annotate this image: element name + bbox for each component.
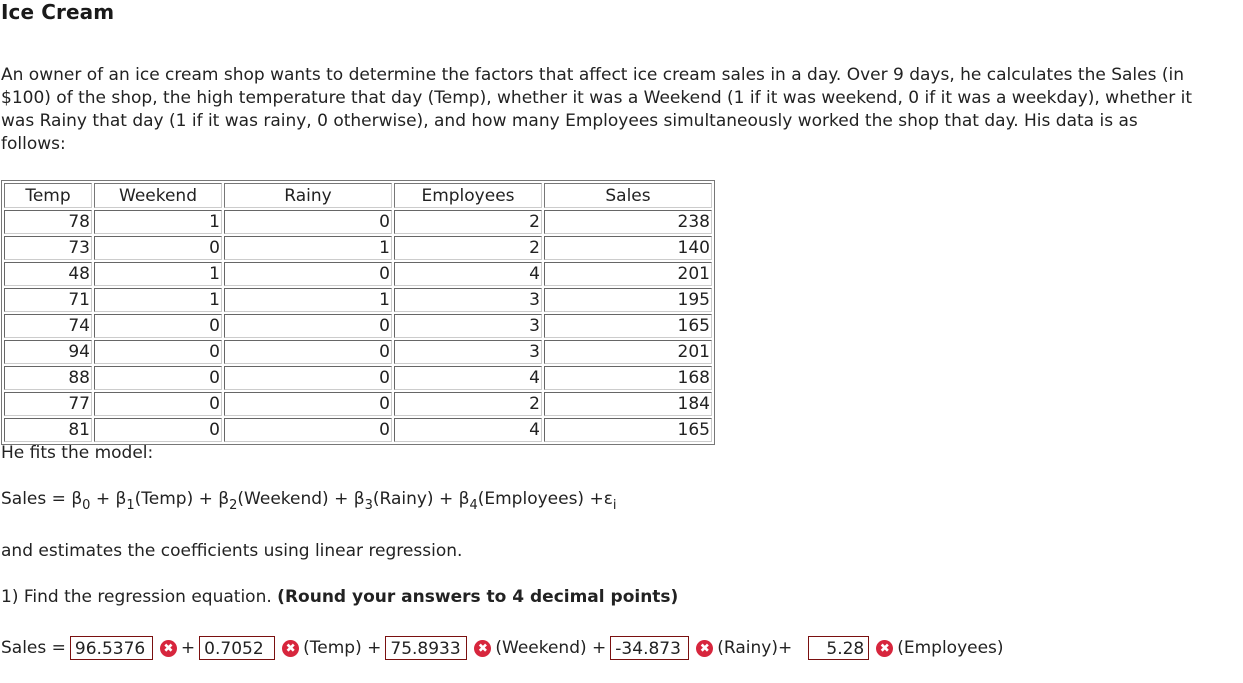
cell-temp: 71 bbox=[4, 288, 92, 312]
header-weekend: Weekend bbox=[94, 183, 222, 208]
cell-sales: 238 bbox=[544, 210, 712, 234]
model-formula: Sales = $\beta_0$ + $\beta_1(Temp)$ + $\beta_2(Weekend)$ + $\beta_3(Rainy)$ + $\beta_4(Employees) +\varepsilon_i$ bbox=[1, 489, 617, 513]
cell-employees: 4 bbox=[394, 366, 542, 390]
cell-weekend: 1 bbox=[94, 288, 222, 312]
incorrect-icon: ✖ bbox=[876, 640, 893, 657]
table-row bbox=[4, 392, 712, 416]
question-1: 1) Find the regression equation. (Round your answers to 4 decimal points) bbox=[1, 587, 679, 607]
cell-rainy: 0 bbox=[224, 392, 392, 416]
cell-employees: 2 bbox=[394, 392, 542, 416]
cell-weekend: 0 bbox=[94, 418, 222, 442]
cell-employees: 2 bbox=[394, 236, 542, 260]
rainy-coefficient-input[interactable]: -34.873 bbox=[610, 636, 689, 660]
table-row bbox=[4, 340, 712, 364]
cell-temp: 74 bbox=[4, 314, 92, 338]
table-row bbox=[4, 314, 712, 338]
cell-weekend: 0 bbox=[94, 314, 222, 338]
cell-sales: 184 bbox=[544, 392, 712, 416]
incorrect-icon: ✖ bbox=[474, 640, 491, 657]
cell-weekend: 1 bbox=[94, 262, 222, 286]
estimates-text: and estimates the coefficients using linear regression. bbox=[1, 541, 463, 561]
header-sales: Sales bbox=[544, 183, 712, 208]
temp-label: (Temp) + bbox=[303, 638, 382, 658]
cell-employees: 2 bbox=[394, 210, 542, 234]
page-title: Ice Cream bbox=[1, 0, 115, 24]
cell-sales: 165 bbox=[544, 314, 712, 338]
cell-employees: 3 bbox=[394, 340, 542, 364]
regression-equation-answer bbox=[1, 634, 1008, 662]
table-header-row bbox=[4, 183, 712, 208]
table-row bbox=[4, 418, 712, 442]
incorrect-icon: ✖ bbox=[696, 640, 713, 657]
header-employees: Employees bbox=[394, 183, 542, 208]
cell-weekend: 0 bbox=[94, 392, 222, 416]
plus-label: + bbox=[180, 638, 196, 658]
employees-coefficient-input[interactable]: 5.28 bbox=[808, 636, 869, 660]
cell-temp: 77 bbox=[4, 392, 92, 416]
rounding-instruction: (Round your answers to 4 decimal points) bbox=[277, 587, 679, 607]
cell-sales: 201 bbox=[544, 262, 712, 286]
header-rainy: Rainy bbox=[224, 183, 392, 208]
cell-weekend: 0 bbox=[94, 340, 222, 364]
cell-rainy: 0 bbox=[224, 210, 392, 234]
sales-label: Sales = bbox=[1, 638, 66, 658]
cell-sales: 195 bbox=[544, 288, 712, 312]
cell-temp: 81 bbox=[4, 418, 92, 442]
cell-rainy: 1 bbox=[224, 236, 392, 260]
cell-employees: 3 bbox=[394, 314, 542, 338]
incorrect-icon: ✖ bbox=[160, 640, 177, 657]
cell-weekend: 0 bbox=[94, 366, 222, 390]
cell-rainy: 0 bbox=[224, 314, 392, 338]
cell-weekend: 0 bbox=[94, 236, 222, 260]
cell-sales: 201 bbox=[544, 340, 712, 364]
cell-temp: 78 bbox=[4, 210, 92, 234]
temp-coefficient-input[interactable]: 0.7052 bbox=[199, 636, 275, 660]
data-table bbox=[1, 180, 715, 445]
table-row bbox=[4, 366, 712, 390]
cell-employees: 3 bbox=[394, 288, 542, 312]
cell-temp: 88 bbox=[4, 366, 92, 390]
cell-temp: 48 bbox=[4, 262, 92, 286]
table-row bbox=[4, 288, 712, 312]
cell-employees: 4 bbox=[394, 262, 542, 286]
cell-rainy: 0 bbox=[224, 366, 392, 390]
cell-sales: 165 bbox=[544, 418, 712, 442]
intercept-input[interactable]: 96.5376 bbox=[70, 636, 153, 660]
table-row bbox=[4, 210, 712, 234]
rainy-label: (Rainy)+ bbox=[717, 638, 793, 658]
cell-employees: 4 bbox=[394, 418, 542, 442]
weekend-coefficient-input[interactable]: 75.8933 bbox=[385, 636, 467, 660]
cell-sales: 168 bbox=[544, 366, 712, 390]
problem-description: An owner of an ice cream shop wants to determine the factors that affect ice cream sales in a day. Over 9 days, he calculates the Sales (in $100) of the shop, the high temperature that day (Temp), whether it was a Weekend (1 if it was weekend, 0 if it was a weekday), whether it was Rainy that day (1 if it was rainy, 0 otherwise), and how many Employees simultaneously worked the shop that day. His data is as follows: bbox=[1, 65, 1193, 154]
cell-rainy: 0 bbox=[224, 340, 392, 364]
cell-sales: 140 bbox=[544, 236, 712, 260]
cell-rainy: 0 bbox=[224, 262, 392, 286]
header-temp: Temp bbox=[4, 183, 92, 208]
employees-label: (Employees) bbox=[897, 638, 1004, 658]
table-row bbox=[4, 236, 712, 260]
cell-temp: 94 bbox=[4, 340, 92, 364]
cell-weekend: 1 bbox=[94, 210, 222, 234]
table-row bbox=[4, 262, 712, 286]
model-intro-text: He fits the model: bbox=[1, 443, 154, 463]
cell-rainy: 0 bbox=[224, 418, 392, 442]
weekend-label: (Weekend) + bbox=[495, 638, 607, 658]
cell-rainy: 1 bbox=[224, 288, 392, 312]
cell-temp: 73 bbox=[4, 236, 92, 260]
incorrect-icon: ✖ bbox=[282, 640, 299, 657]
